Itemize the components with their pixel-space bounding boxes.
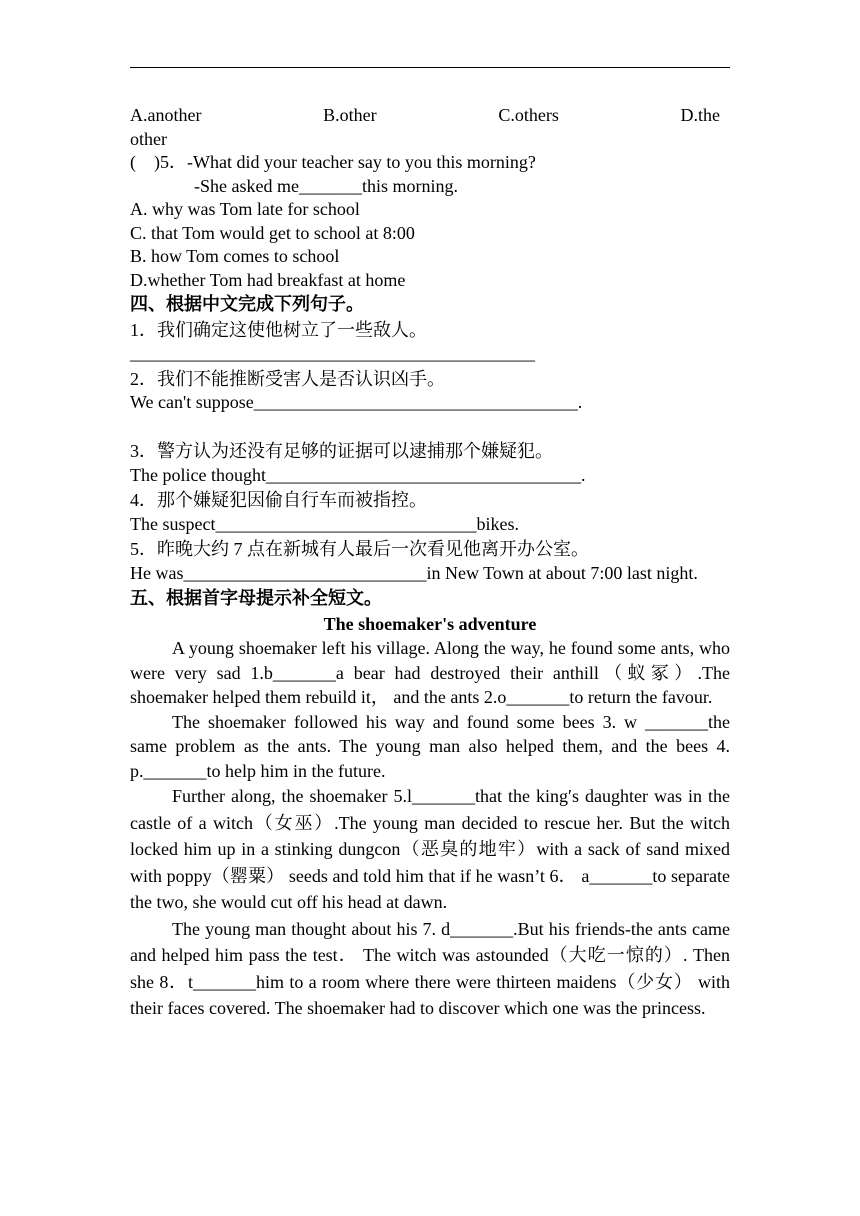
s2-english: We can't suppose____________________________________. bbox=[130, 392, 583, 412]
header-rule bbox=[130, 67, 730, 68]
q5-option-c: C. that Tom would get to school at 8:00 bbox=[130, 222, 415, 243]
s1-answer-line: _____________________________________________ bbox=[130, 343, 535, 363]
s4-chinese: 4．那个嫌疑犯因偷自行车而被指控。 bbox=[130, 490, 427, 510]
q4-option-c: C.others bbox=[498, 105, 559, 125]
s3-english: The police thought___________________________________. bbox=[130, 464, 586, 485]
q4-option-a: A.another bbox=[130, 105, 202, 125]
q5-option-b: B. how Tom comes to school bbox=[130, 246, 340, 266]
s2-chinese: 2．我们不能推断受害人是否认识凶手。 bbox=[130, 368, 445, 389]
s4-english: The suspect_____________________________bikes. bbox=[130, 513, 519, 534]
q4-option-d-continued: other bbox=[130, 128, 167, 149]
passage-paragraph-1: A young shoemaker left his village. Along the way, he found some ants, who were very sad 1.b_______a bear had destroyed their anthill（蚁冢）.The shoemaker helped them rebuild it， and the ants 2.o_______to return the favour. bbox=[130, 638, 730, 707]
q5-stem: ( )5．-What did your teacher say to you this morning? bbox=[130, 152, 536, 172]
q5-option-d: D.whether Tom had breakfast at home bbox=[130, 269, 406, 290]
q4-options bbox=[130, 104, 730, 128]
worksheet-page bbox=[130, 104, 730, 1022]
s3-chinese: 3．警方认为还没有足够的证据可以逮捕那个嫌疑犯。 bbox=[130, 441, 553, 461]
passage-paragraph-2: The shoemaker followed his way and found some bees 3. w _______the same problem as the ants. The young man also helped them, and the bees 4. p._______to help him in the future. bbox=[130, 711, 730, 781]
spacer bbox=[130, 415, 730, 439]
s5-chinese: 5．昨晚大约 7 点在新城有人最后一次看见他离开办公室。 bbox=[130, 539, 589, 559]
passage-paragraph-4: The young man thought about his 7. d_______.But his friends-the ants came and helped him pass the test． The witch was astounded（大吃一惊的）. Then she 8．t_______him to a room where there were thirteen maidens（少女） with their faces covered. The shoemaker had to discover which one was the princess. bbox=[130, 918, 730, 1018]
q5-reply: -She asked me_______this morning. bbox=[158, 175, 458, 196]
q4-option-b: B.other bbox=[323, 105, 377, 125]
passage-title: The shoemaker's adventure bbox=[323, 613, 537, 634]
section4-heading: 四、根据中文完成下列句子。 bbox=[130, 294, 364, 314]
section5-heading: 五、根据首字母提示补全短文。 bbox=[130, 588, 382, 608]
q4-option-d: D.the bbox=[680, 105, 720, 125]
q5-option-a: A. why was Tom late for school bbox=[130, 199, 360, 219]
s1-chinese: 1．我们确定这使他树立了一些敌人。 bbox=[130, 319, 427, 340]
s5-english: He was___________________________in New Town at about 7:00 last night. bbox=[130, 562, 698, 583]
passage-paragraph-3: Further along, the shoemaker 5.l_______that the king′s daughter was in the castle of a witch（女巫）.The young man decided to rescue her. But the witch locked him up in a stinking dungcon（恶臭的地牢）with a sack of sand mixed with poppy（罂粟） seeds and told him that if he wasn’t 6． a_______to separate the two, she would cut off his head at dawn. bbox=[130, 786, 730, 912]
